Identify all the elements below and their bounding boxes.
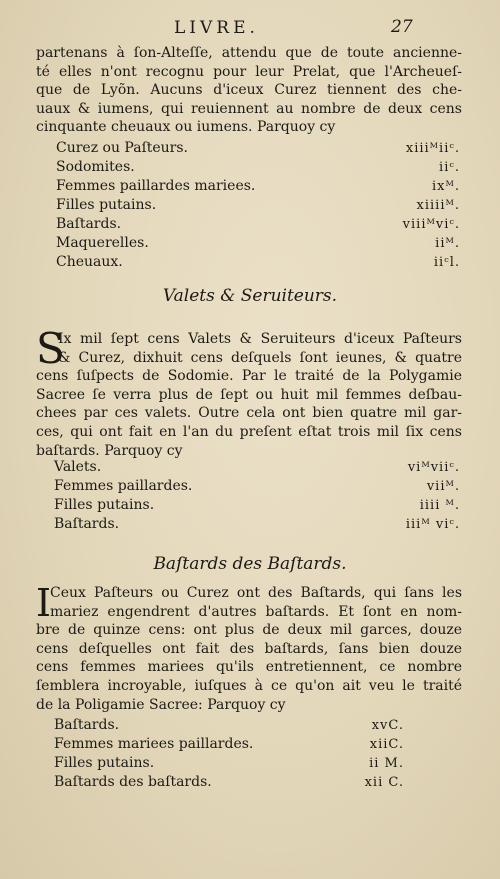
tally-row [56,158,460,177]
tally-row [56,139,460,158]
tally-label: Femmes paillardes mariees. [56,178,256,194]
tally-label: Cheuaux. [56,254,123,270]
tally-value: ixᴹ. [431,179,460,194]
tally-label: Baſtards des baſtards. [54,774,212,790]
tally-label: Sodomites. [56,159,135,175]
tally-value: viiiᴹviᶜ. [402,217,460,232]
tally-value: xiiiiᴹ. [416,198,460,213]
text-line: uaux & iumens, qui reuiennent au nombre de deux cens [36,100,462,117]
tally-label: Filles putains. [54,497,155,513]
text-line: té elles n'ont recognu pour leur Prelat, que l'Archeueſ- [36,63,462,80]
tally-label: Baſtards. [54,717,120,733]
tally-table-1 [56,139,460,272]
tally-value: viᴹviiᶜ. [407,460,460,475]
tally-row [56,196,460,215]
tally-value: xiiiᴹiiᶜ. [405,141,460,156]
tally-table-2 [54,458,460,534]
tally-value: xiiC. [369,737,404,752]
drop-cap: S [36,324,65,373]
tally-row [56,253,460,272]
tally-value: xii C. [364,775,404,790]
tally-row [54,458,460,477]
text-line: ces, qui ont fait en l'an du preſent eſtat trois mil ſix cens [36,423,462,440]
text-line: mariez engendrent d'autres baſtards. Et ſont en nom- [50,603,462,620]
text-line: Ceux Paſteurs ou Curez ont des Baſtards, qui ſans les [50,585,462,601]
text-line: Sacree ſe verra plus de ſept ou huit mil femmes deſbau- [36,386,462,403]
tally-label: Baſtards. [54,516,120,532]
tally-value: iiᴹ. [435,236,460,251]
tally-value: iiᶜl. [433,255,460,270]
text-line: bre de quinze cens: ont plus de deux mil garces, douze [36,622,462,639]
tally-row [54,754,404,773]
page-number: 27 [391,17,413,37]
text-line: cens ſuſpects de Sodomie. Par le traité de la Polygamie [36,368,462,385]
text-line: ſemblera incroyable, iuſques à ce qu'on ait veu le traité [36,677,462,694]
section-title-valets: Valets & Seruiteurs. [162,286,338,306]
tally-row [54,496,460,515]
tally-label: Baſtards. [56,216,122,232]
tally-label: Filles putains. [54,755,155,771]
tally-value: ii M. [369,756,404,771]
tally-row [56,234,460,253]
tally-label: Femmes mariees paillardes. [54,736,254,752]
valets-paragraph [36,324,462,460]
text-line: cens femmes mariees qu'ils entretiennent, ce nombre [36,659,462,676]
tally-label: Femmes paillardes. [54,478,193,494]
intro-paragraph [36,44,462,137]
section-title-bastards: Baſtards des Baſtards. [153,554,347,574]
tally-row [54,477,460,496]
drop-cap: I [36,581,52,625]
bastards-paragraph [36,581,462,714]
tally-row [54,716,404,735]
tally-label: Valets. [54,459,102,475]
text-line: chees par ces valets. Outre cela ont bien quatre mil gar- [36,405,462,422]
tally-value: iiiᴹ viᶜ. [405,517,460,532]
tally-value: iiᶜ. [439,160,460,175]
tally-value: viiᴹ. [426,479,460,494]
tally-row [54,515,460,534]
tally-label: Maquerelles. [56,235,149,251]
tally-value: xvC. [371,718,404,733]
tally-label: Filles putains. [56,197,157,213]
tally-value: iiii ᴹ. [419,498,460,513]
tally-row [56,215,460,234]
tally-row [54,773,404,792]
text-line: & Curez, dixhuit cens deſquels ſont ieunes, & quatre [58,349,462,366]
text-line: cens deſquelles ont fait des baſtards, ſans bien douze [36,640,462,657]
text-line: de la Poligamie Sacree: Parquoy cy [36,696,286,713]
text-line: Ix mil ſept cens Valets & Seruiteurs d'iceux Paſteurs [58,331,462,347]
running-title: LIVRE. [174,18,259,38]
tally-table-3 [54,716,404,792]
text-line: que de Lyõn. Aucuns d'iceux Curez tiennent des che- [36,82,462,99]
text-line: partenans à ſon-Alteſſe, attendu que de toute ancienne- [36,45,462,61]
page-header [0,18,500,42]
text-line: baſtards. Parquoy cy [36,442,183,459]
text-line: cinquante cheuaux ou iumens. Parquoy cy [36,119,336,136]
tally-label: Curez ou Paſteurs. [56,140,189,156]
tally-row [54,735,404,754]
tally-row [56,177,460,196]
